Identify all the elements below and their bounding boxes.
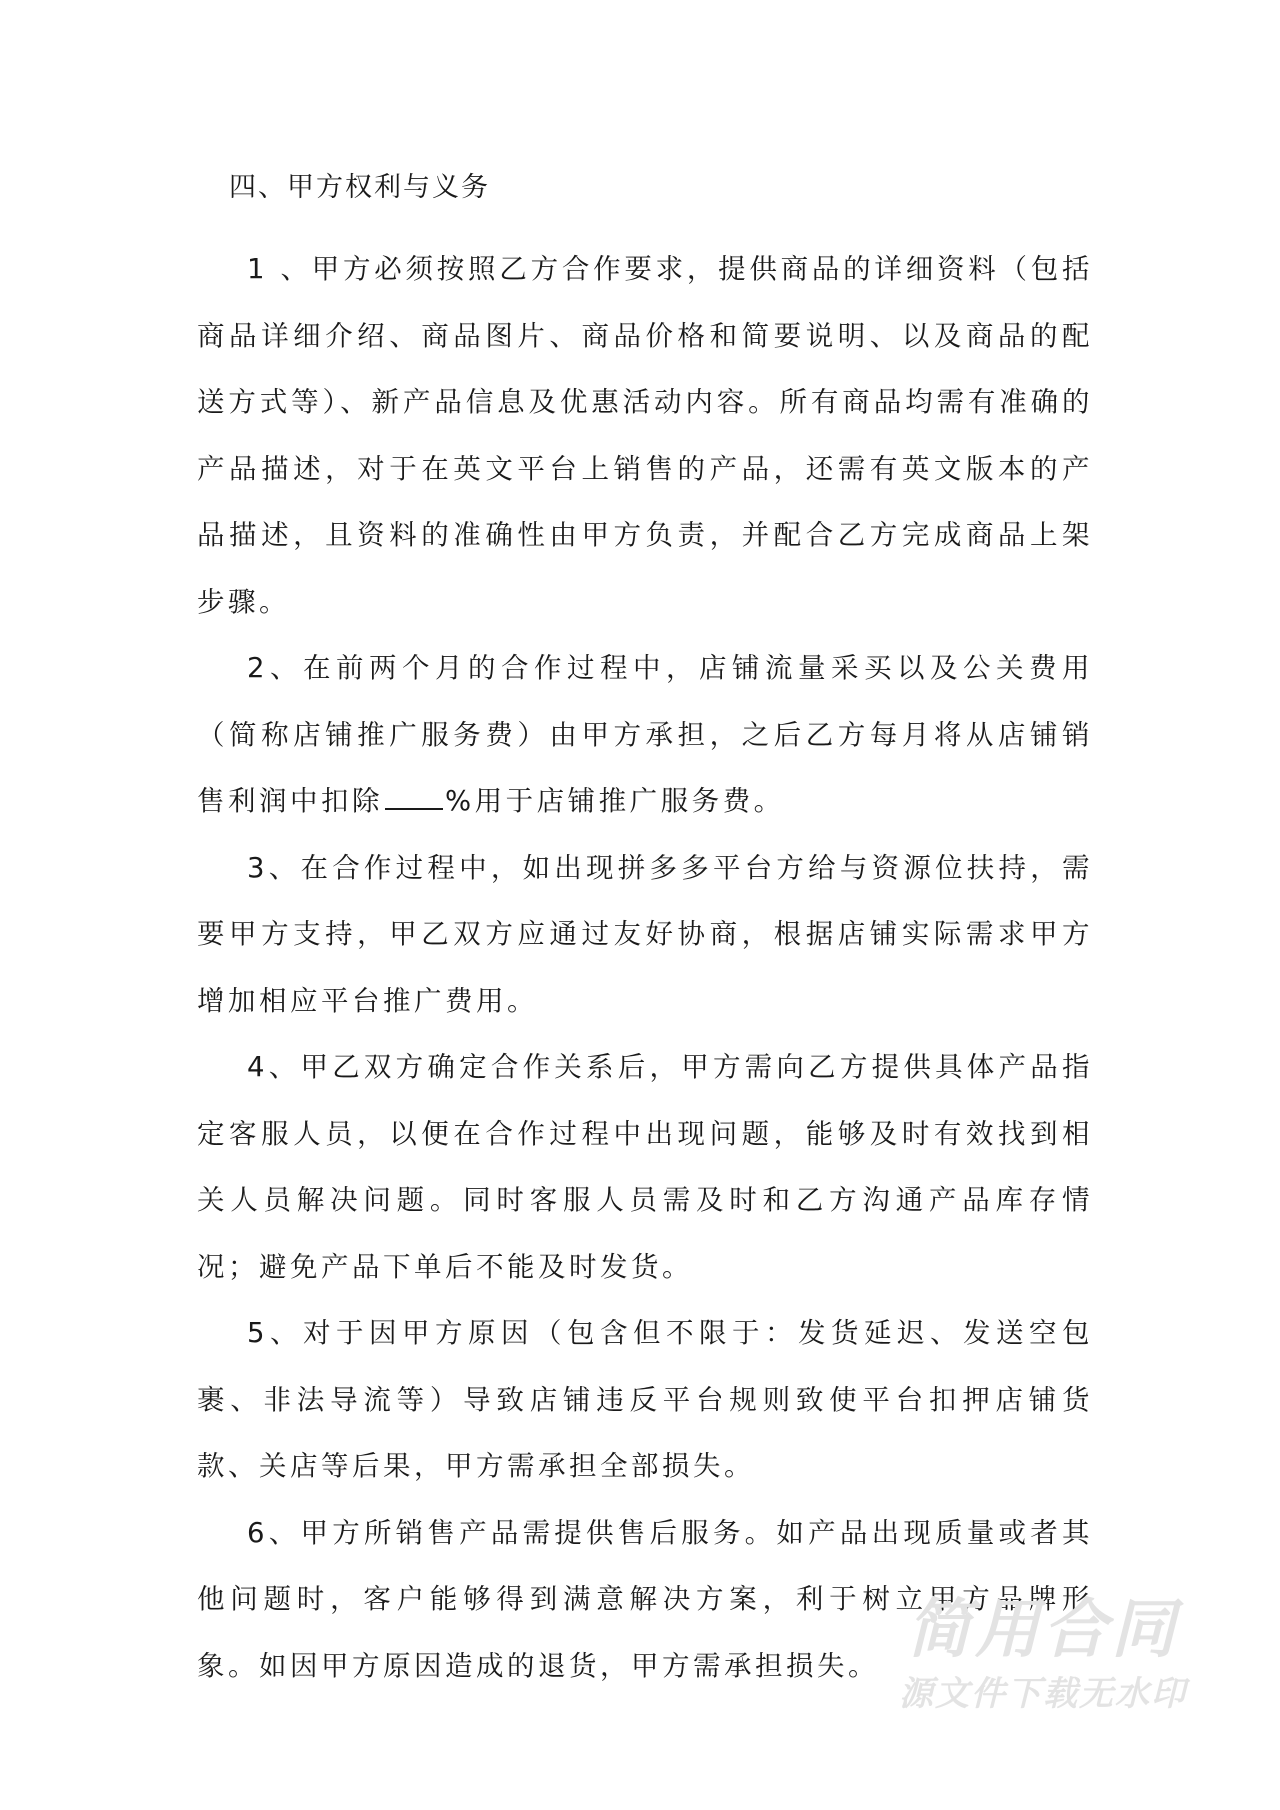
clause-6: 6、甲方所销售产品需提供售后服务。如产品出现质量或者其他问题时，客户能够得到满意解决方案，利于树立甲方品牌形象。如因甲方原因造成的退货，甲方需承担损失。 bbox=[197, 1516, 1093, 1682]
clause-5: 5、对于因甲方原因（包含但不限于：发货延迟、发送空包裹、非法导流等）导致店铺违反平台规则致使平台扣押店铺货款、关店等后果，甲方需承担全部损失。 bbox=[197, 1317, 1093, 1482]
percentage-blank-field bbox=[385, 786, 443, 810]
clause-2 bbox=[197, 635, 1093, 835]
clause-1: 1 、甲方必须按照乙方合作要求，提供商品的详细资料（包括商品详细介绍、商品图片、商品价格和简要说明、以及商品的配送方式等）、新产品信息及优惠活动内容。所有商品均需有准确的产品描述，对于在英文平台上销售的产品，还需有英文版本的产品描述，且资料的准确性由甲方负责，并配合乙方完成商品上架步骤。 bbox=[197, 253, 1093, 618]
watermark bbox=[878, 1594, 1208, 1714]
clause-2-text-after: %用于店铺推广服务费。 bbox=[445, 785, 785, 817]
clause-4: 4、甲乙双方确定合作关系后，甲方需向乙方提供具体产品指定客服人员，以便在合作过程中出现问题，能够及时有效找到相关人员解决问题。同时客服人员需及时和乙方沟通产品库存情况；避免产品下单后不能及时发货。 bbox=[197, 1051, 1093, 1283]
clause-3: 3、在合作过程中，如出现拼多多平台方给与资源位扶持，需要甲方支持，甲乙双方应通过友好协商，根据店铺实际需求甲方增加相应平台推广费用。 bbox=[197, 851, 1093, 1017]
document-body bbox=[197, 168, 1093, 1699]
clause-2-text-before: 2、在前两个月的合作过程中，店铺流量采买以及公关费用（简称店铺推广服务费）由甲方承担，之后乙方每月将从店铺销售利润中扣除 bbox=[197, 652, 1093, 817]
section-heading: 四、甲方权利与义务 bbox=[229, 172, 490, 203]
watermark-title: 简用合同 bbox=[907, 1593, 1179, 1667]
watermark-subtitle: 源文件下载无水印 bbox=[899, 1674, 1187, 1714]
